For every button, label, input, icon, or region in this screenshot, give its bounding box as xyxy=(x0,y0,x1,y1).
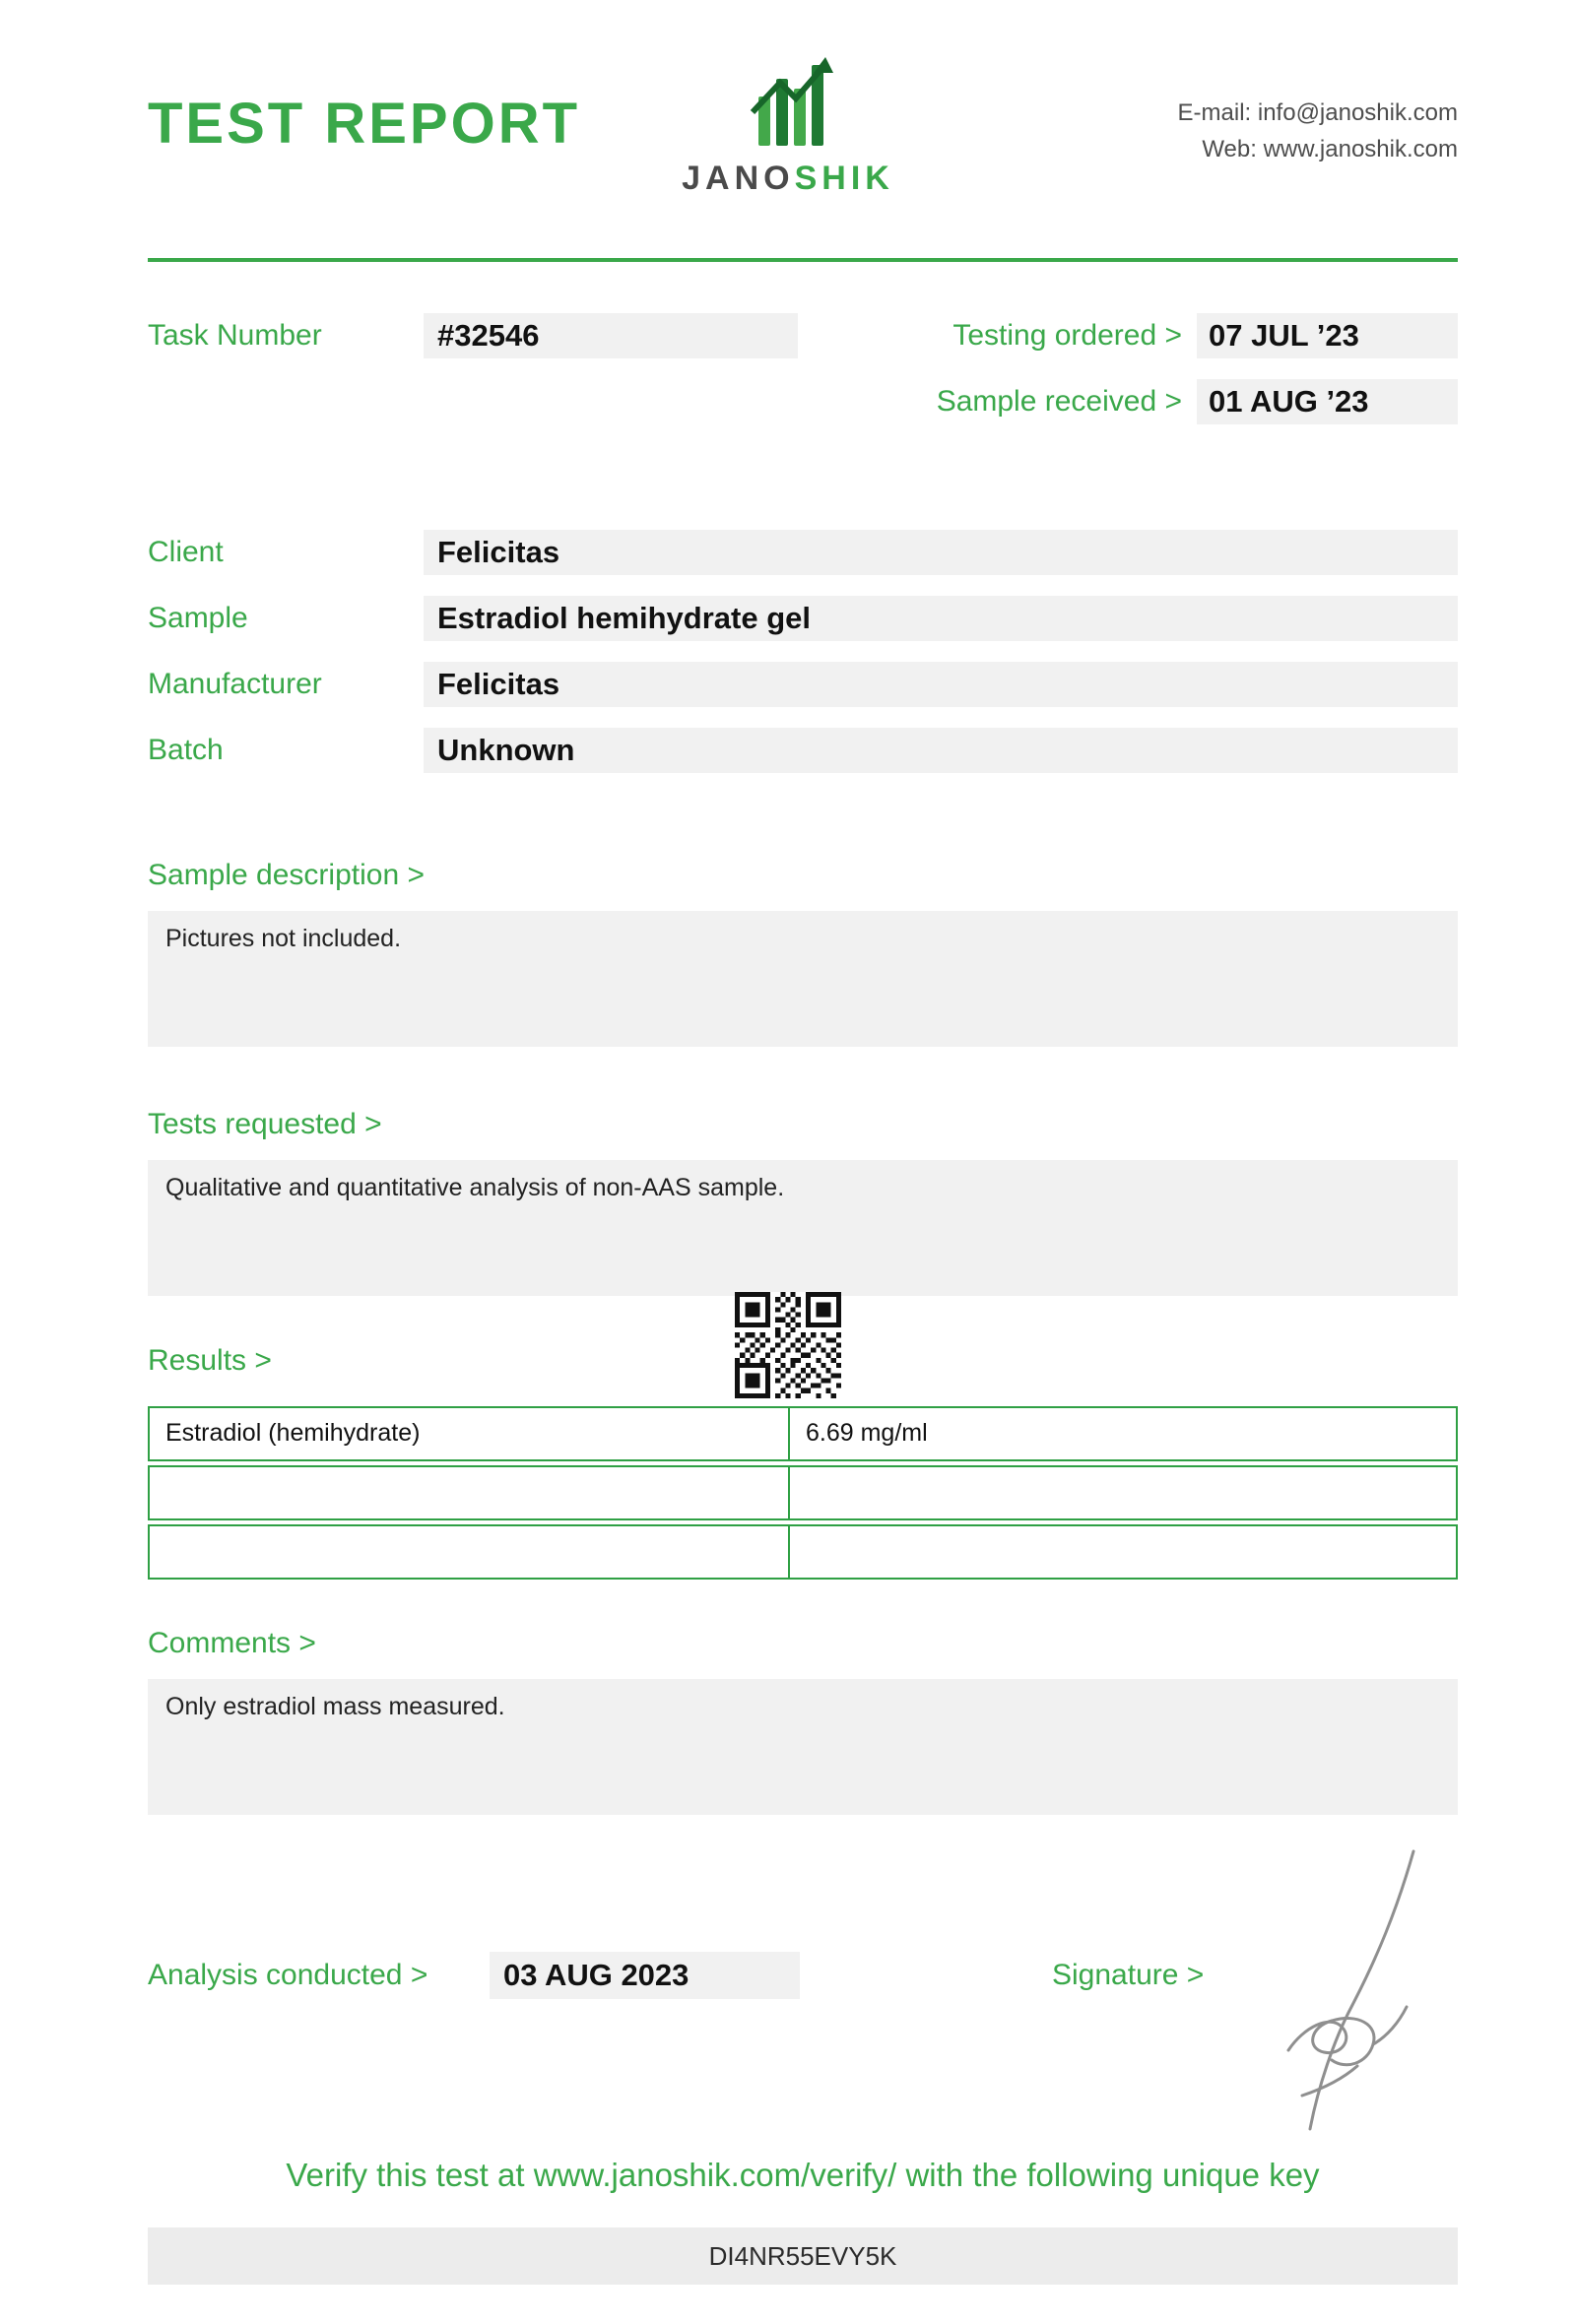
signature-label: Signature > xyxy=(1052,1959,1205,1991)
sample-description-box: Pictures not included. xyxy=(148,911,1458,1047)
result-analyte xyxy=(150,1526,790,1578)
sample-label: Sample xyxy=(148,602,248,634)
sample-description-label: Sample description > xyxy=(148,859,425,891)
results-table-row xyxy=(148,1465,1458,1520)
email-value: info@janoshik.com xyxy=(1257,99,1458,126)
janoshik-logo xyxy=(670,51,906,198)
qr-code xyxy=(735,1292,841,1398)
sample-value: Estradiol hemihydrate gel xyxy=(424,596,1458,641)
unique-key: DI4NR55EVY5K xyxy=(148,2227,1458,2285)
tests-requested-box: Qualitative and quantitative analysis of non-AAS sample. xyxy=(148,1160,1458,1296)
header-divider xyxy=(148,258,1458,262)
signature xyxy=(1251,1841,1438,2137)
comments-label: Comments > xyxy=(148,1627,316,1659)
email-label: E-mail: xyxy=(1177,99,1252,126)
client-label: Client xyxy=(148,536,224,568)
logo-jano: JANO xyxy=(682,160,795,197)
results-table-row xyxy=(148,1524,1458,1580)
result-value xyxy=(790,1467,1456,1518)
manufacturer-value: Felicitas xyxy=(424,662,1458,707)
sample-received-date: 01 AUG ’23 xyxy=(1197,379,1458,424)
comments-box: Only estradiol mass measured. xyxy=(148,1679,1458,1815)
analysis-conducted-label: Analysis conducted > xyxy=(148,1959,428,1991)
batch-label: Batch xyxy=(148,734,224,766)
logo-wordmark xyxy=(670,160,906,198)
verify-instruction: Verify this test at www.janoshik.com/verify/ with the following unique key xyxy=(286,2157,1320,2193)
sample-received-label: Sample received > xyxy=(936,385,1182,418)
report-title: TEST REPORT xyxy=(148,92,581,156)
task-number-label: Task Number xyxy=(148,319,322,352)
results-label: Results > xyxy=(148,1344,272,1377)
results-table-row xyxy=(148,1406,1458,1461)
email-line xyxy=(1178,95,1458,131)
result-analyte: Estradiol (hemihydrate) xyxy=(150,1408,790,1459)
analysis-date: 03 AUG 2023 xyxy=(490,1952,800,1999)
batch-value: Unknown xyxy=(424,728,1458,773)
testing-ordered-date: 07 JUL ’23 xyxy=(1197,313,1458,358)
testing-ordered-label: Testing ordered > xyxy=(952,319,1182,352)
client-value: Felicitas xyxy=(424,530,1458,575)
web-label: Web: xyxy=(1202,136,1257,162)
tests-requested-label: Tests requested > xyxy=(148,1108,382,1140)
task-number-value: #32546 xyxy=(424,313,798,358)
web-line xyxy=(1178,131,1458,167)
result-analyte xyxy=(150,1467,790,1518)
manufacturer-label: Manufacturer xyxy=(148,668,322,700)
result-value xyxy=(790,1526,1456,1578)
result-value: 6.69 mg/ml xyxy=(806,1419,928,1447)
logo-shik: SHIK xyxy=(794,160,894,197)
web-value: www.janoshik.com xyxy=(1263,136,1458,162)
contact-info xyxy=(1178,95,1458,167)
logo-chart-icon xyxy=(729,51,847,150)
